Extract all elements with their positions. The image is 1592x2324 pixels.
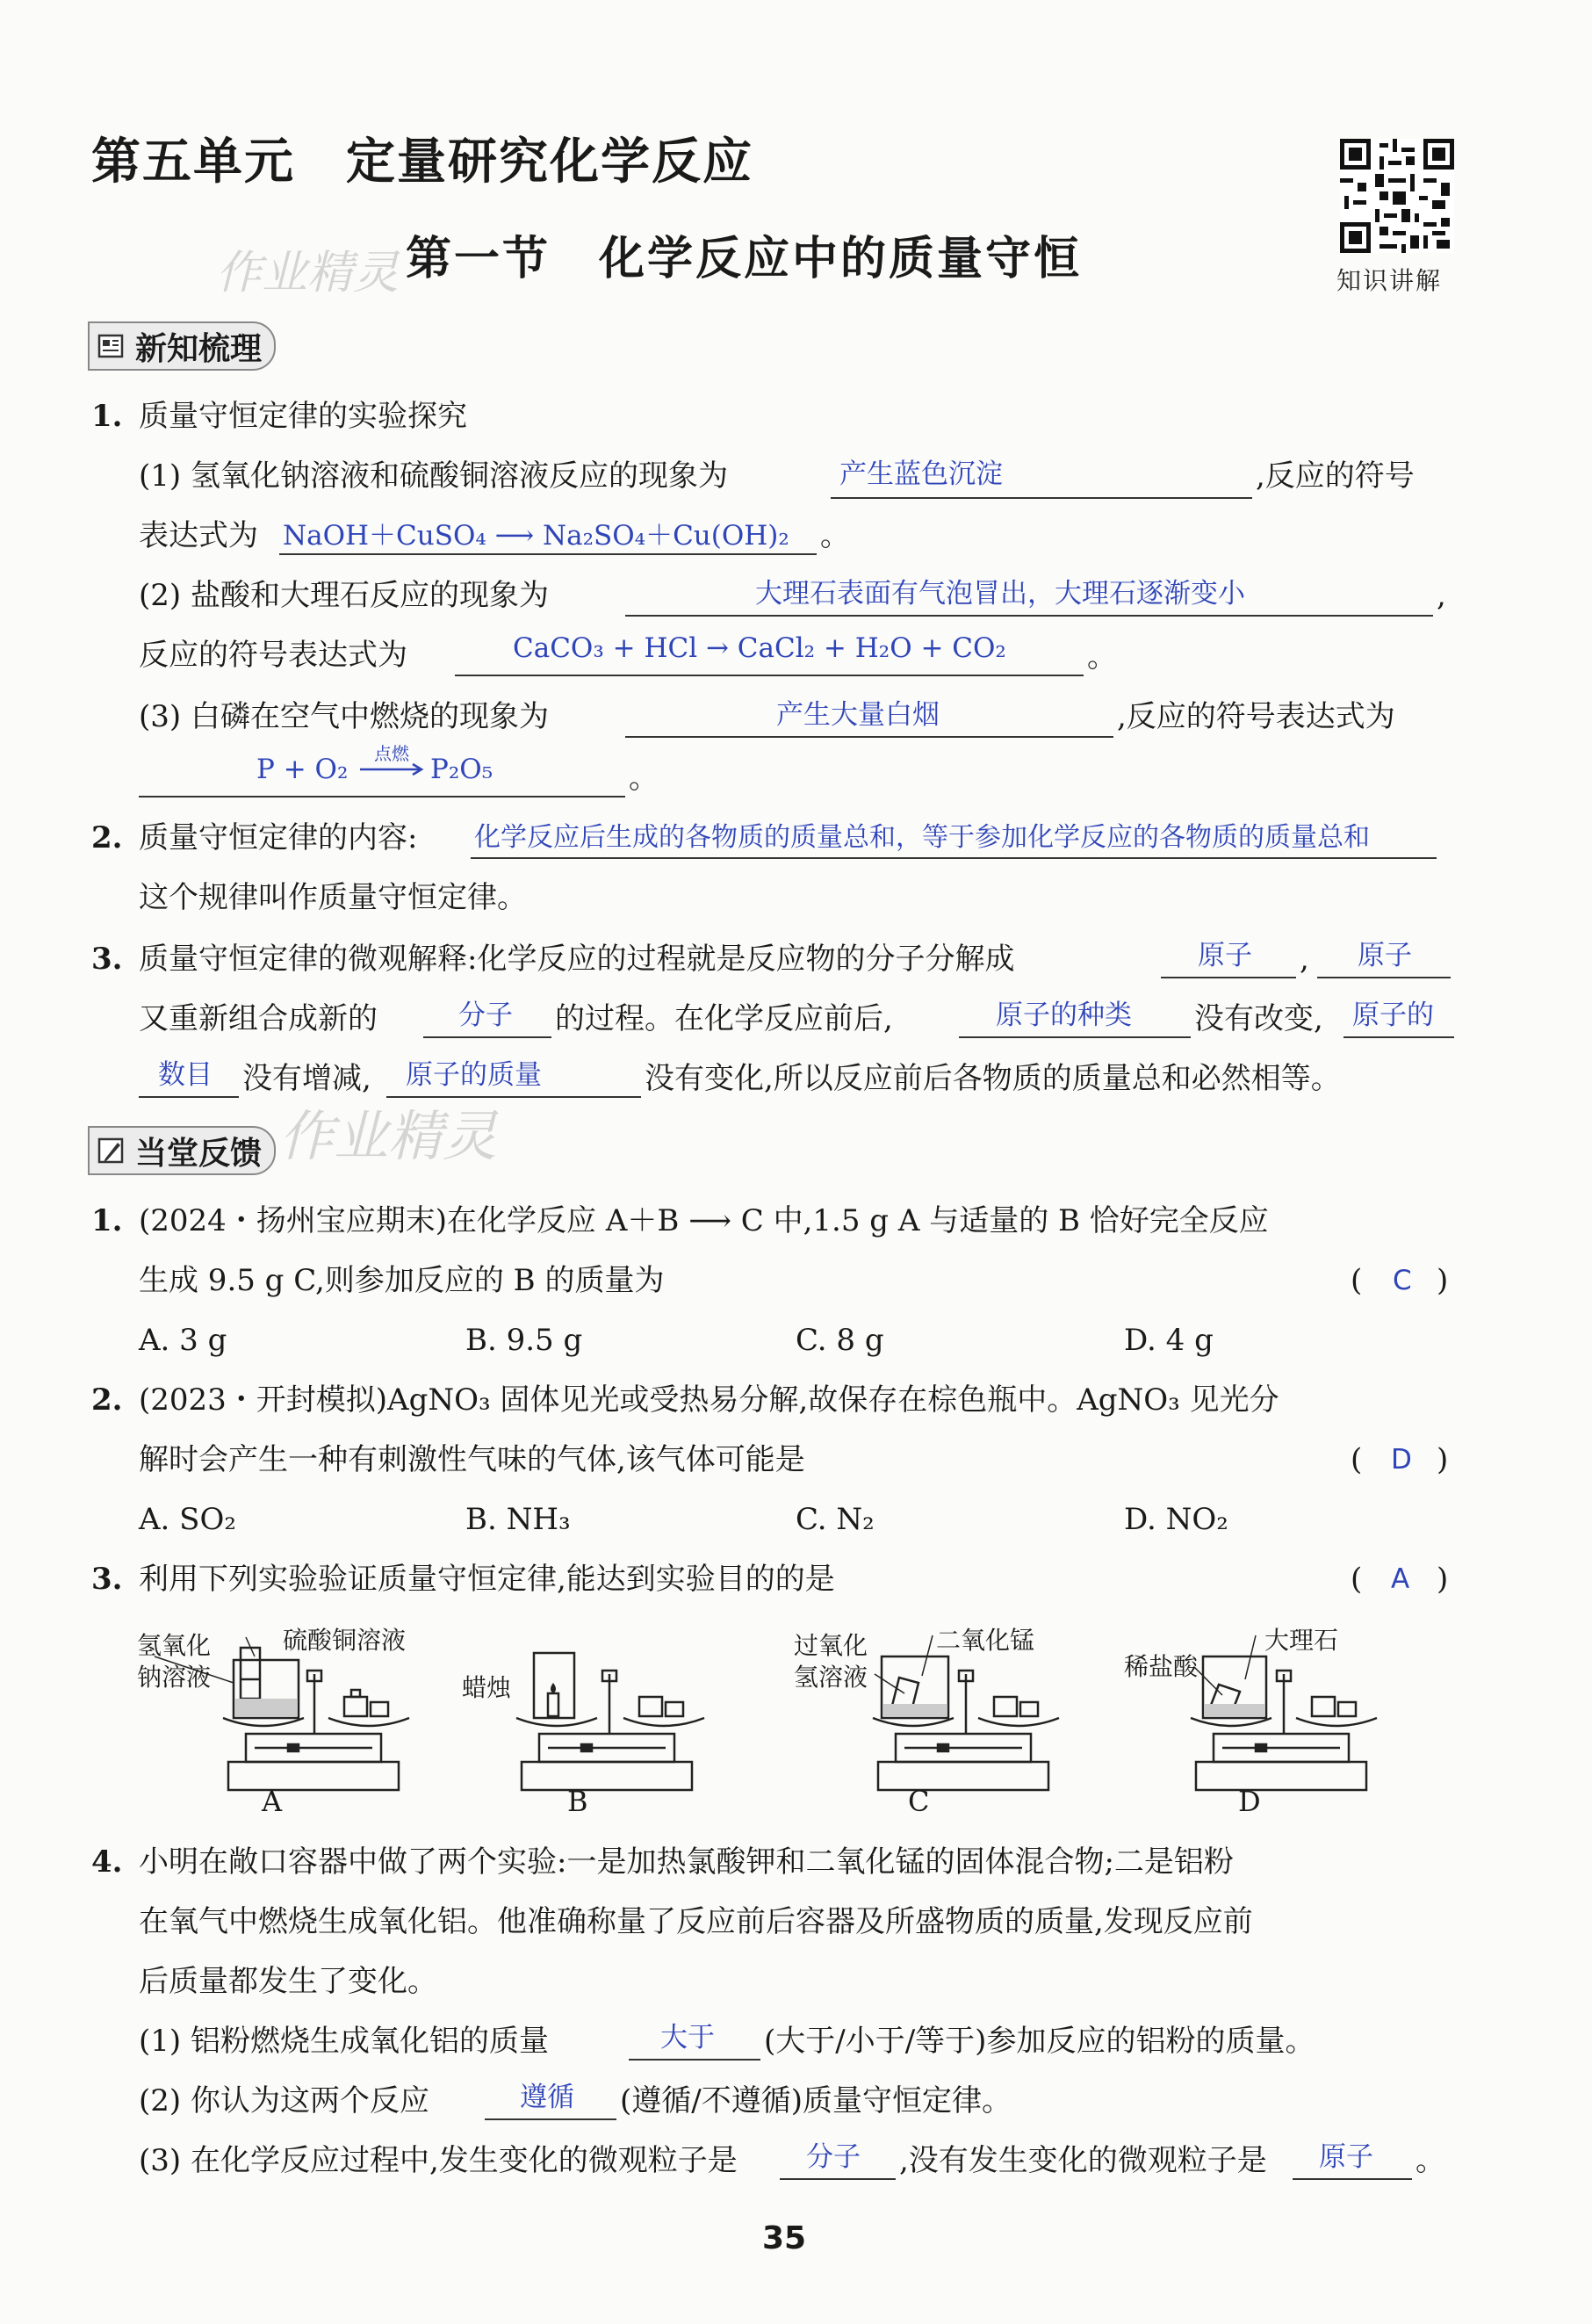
question-text: 没有变化,所以反应前后各物质的质量总和必然相等。 — [645, 1061, 1341, 1096]
diagram-label: 蜡烛 — [462, 1673, 512, 1702]
answer-blank[interactable] — [1293, 2178, 1412, 2180]
option[interactable]: C. N₂ — [796, 1502, 875, 1537]
answer-text: 数目 — [158, 1059, 213, 1091]
answer-blank[interactable] — [959, 1036, 1191, 1038]
answer-blank[interactable] — [455, 675, 1084, 676]
answer-blank[interactable] — [625, 736, 1113, 738]
diagram-label: 过氧化 — [794, 1631, 868, 1660]
answer-text: 原子的种类 — [996, 1000, 1132, 1031]
answer-text: 产生大量白烟 — [776, 699, 940, 731]
part-text: ,反应的符号表达式为 — [1117, 699, 1395, 734]
equation-rhs: P₂O₅ — [430, 754, 493, 785]
answer-blank[interactable] — [485, 2118, 616, 2120]
answer-text: 原子的质量 — [406, 1059, 542, 1091]
part-text: ,反应的符号 — [1256, 458, 1415, 494]
answer-text: 原子 — [1319, 2141, 1373, 2173]
question-text: (2024・扬州宝应期末)在化学反应 A＋B ⟶ C 中,1.5 g A 与适量的 B 恰好完全反应 — [139, 1203, 1269, 1238]
question-number: 1. — [91, 1203, 123, 1238]
answer-blank[interactable] — [625, 615, 1433, 617]
page-number: 35 — [762, 2220, 807, 2256]
question-text: 小明在敞口容器中做了两个实验:一是加热氯酸钾和二氧化锰的固体混合物;二是铝粉 — [139, 1844, 1234, 1880]
equation-answer: CaCO₃ + HCl → CaCl₂ + H₂O + CO₂ — [513, 632, 1006, 664]
choice-answer[interactable]: A — [1391, 1563, 1410, 1595]
question-text: , — [1300, 942, 1309, 977]
option[interactable]: A. SO₂ — [139, 1502, 236, 1537]
diagram-label: 氢氧化 — [137, 1631, 212, 1660]
watermark: 作业精灵 — [279, 1104, 498, 1168]
part-text: 。 — [820, 518, 850, 553]
answer-blank[interactable] — [1343, 1036, 1454, 1038]
question-number: 2. — [91, 1382, 123, 1418]
question-number: 4. — [91, 1844, 123, 1880]
answer-paren: ( — [1351, 1442, 1363, 1477]
answer-blank[interactable] — [831, 497, 1252, 499]
answer-paren: ( — [1351, 1263, 1363, 1298]
section-header-label: 新知梳理 — [135, 330, 263, 367]
answer-text: 原子 — [1358, 940, 1412, 971]
reaction-arrow-icon — [358, 762, 425, 776]
diagram-label: 二氧化锰 — [936, 1626, 1035, 1655]
question-number: 3. — [91, 942, 123, 977]
question-number: 3. — [91, 1562, 123, 1597]
answer-text: 大于 — [660, 2022, 715, 2053]
answer-text: 分子 — [458, 1000, 513, 1031]
answer-paren: ) — [1437, 1263, 1449, 1298]
equation-answer: NaOH＋CuSO₄ ⟶ Na₂SO₄＋Cu(OH)₂ — [283, 520, 789, 552]
part-text: (1) 氢氧化钠溶液和硫酸铜溶液反应的现象为 — [139, 458, 728, 494]
choice-answer[interactable]: D — [1391, 1444, 1412, 1476]
question-text: 这个规律叫作质量守恒定律。 — [139, 880, 527, 915]
question-text: 质量守恒定律的实验探究 — [139, 399, 467, 434]
answer-text: 产生蓝色沉淀 — [839, 458, 1003, 490]
section-header-new-knowledge — [88, 321, 276, 371]
option[interactable]: B. NH₃ — [465, 1502, 571, 1537]
option[interactable]: D. 4 g — [1124, 1323, 1214, 1358]
option[interactable]: C. 8 g — [796, 1323, 884, 1358]
diagram-caption: B — [567, 1785, 588, 1818]
diagram-label: 稀盐酸 — [1124, 1652, 1199, 1681]
part-text: (遵循/不遵循)质量守恒定律。 — [620, 2083, 1012, 2118]
answer-paren: ) — [1437, 1442, 1449, 1477]
choice-answer[interactable]: C — [1393, 1265, 1412, 1296]
answer-blank[interactable] — [139, 796, 625, 798]
question-text: 利用下列实验验证质量守恒定律,能达到实验目的的是 — [139, 1562, 835, 1597]
answer-text: 化学反应后生成的各物质的质量总和，等于参加化学反应的各物质的质量总和 — [474, 822, 1370, 853]
diagram-caption: A — [262, 1785, 283, 1818]
option[interactable]: A. 3 g — [139, 1323, 227, 1358]
equation-lhs: P + O₂ — [256, 754, 349, 785]
question-text: 在氧气中燃烧生成氧化铝。他准确称量了反应前后容器及所盛物质的质量,发现反应前 — [139, 1904, 1253, 1939]
answer-blank[interactable] — [423, 1036, 551, 1038]
answer-text: 遵循 — [520, 2082, 574, 2113]
question-text: 后质量都发生了变化。 — [139, 1964, 437, 1999]
question-text: 生成 9.5 g C,则参加反应的 B 的质量为 — [139, 1263, 665, 1298]
answer-blank[interactable] — [780, 2178, 896, 2180]
question-text: 没有改变, — [1194, 1001, 1323, 1036]
question-text: 又重新组合成新的 — [139, 1001, 378, 1036]
answer-text: 大理石表面有气泡冒出，大理石逐渐变小 — [755, 578, 1245, 610]
question-number: 1. — [91, 399, 123, 434]
part-text: (2) 盐酸和大理石反应的现象为 — [139, 578, 549, 613]
question-text: (2023・开封模拟)AgNO₃ 固体见光或受热易分解,故保存在棕色瓶中。AgNO₃ 见光分 — [139, 1382, 1279, 1418]
part-text: , — [1437, 578, 1446, 613]
reaction-condition: 点燃 — [374, 743, 409, 764]
answer-paren: ( — [1351, 1562, 1363, 1597]
pencil-icon — [97, 1136, 126, 1166]
answer-blank[interactable] — [279, 553, 817, 555]
qr-caption: 知识讲解 — [1336, 266, 1443, 295]
document-icon — [97, 331, 126, 361]
part-text: 。 — [1087, 639, 1117, 675]
answer-blank[interactable] — [471, 857, 1437, 859]
balance-scale-illustration — [457, 1621, 711, 1797]
part-text: 。 — [1416, 2143, 1445, 2178]
part-text: 。 — [629, 761, 659, 796]
question-text: 的过程。在化学反应前后, — [555, 1001, 893, 1036]
diagram-label: 大理石 — [1264, 1626, 1339, 1655]
answer-text: 分子 — [806, 2141, 861, 2173]
diagram-b — [457, 1621, 711, 1797]
question-text: 没有增减, — [242, 1061, 371, 1096]
answer-text: 原子 — [1198, 940, 1252, 971]
part-text: ,没有发生变化的微观粒子是 — [899, 2143, 1267, 2178]
answer-blank[interactable] — [139, 1096, 239, 1098]
answer-blank[interactable] — [1161, 977, 1296, 978]
question-number: 2. — [91, 820, 123, 855]
option[interactable]: B. 9.5 g — [465, 1323, 583, 1358]
diagram-caption: C — [908, 1785, 930, 1818]
answer-paren: ) — [1437, 1562, 1449, 1597]
part-text: (1) 铝粉燃烧生成氧化铝的质量 — [139, 2024, 549, 2059]
section-title: 第一节 化学反应中的质量守恒 — [406, 232, 1083, 285]
part-text: (2) 你认为这两个反应 — [139, 2083, 429, 2118]
question-text: 质量守恒定律的内容: — [139, 820, 418, 855]
option[interactable]: D. NO₂ — [1124, 1502, 1228, 1537]
part-text: (3) 在化学反应过程中,发生变化的微观粒子是 — [139, 2143, 738, 2178]
part-text: (3) 白磷在空气中燃烧的现象为 — [139, 699, 549, 734]
section-header-label: 当堂反馈 — [135, 1135, 263, 1172]
part-text: 表达式为 — [139, 518, 258, 553]
answer-blank[interactable] — [1317, 977, 1451, 978]
question-text: 质量守恒定律的微观解释:化学反应的过程就是反应物的分子分解成 — [139, 942, 1015, 977]
section-header-feedback — [88, 1126, 276, 1175]
qr-code[interactable] — [1340, 139, 1454, 253]
diagram-label: 氢溶液 — [794, 1663, 868, 1692]
part-text: 反应的符号表达式为 — [139, 638, 407, 673]
question-text: 解时会产生一种有刺激性气味的气体,该气体可能是 — [139, 1442, 805, 1477]
diagram-label: 硫酸铜溶液 — [283, 1626, 407, 1655]
part-text: (大于/小于/等于)参加反应的铝粉的质量。 — [764, 2024, 1315, 2059]
answer-text: 原子的 — [1352, 1000, 1434, 1031]
watermark: 作业精灵 — [216, 247, 400, 300]
unit-title: 第五单元 定量研究化学反应 — [91, 134, 753, 191]
diagram-label: 钠溶液 — [137, 1663, 212, 1692]
diagram-caption: D — [1238, 1785, 1261, 1818]
answer-blank[interactable] — [629, 2059, 760, 2061]
